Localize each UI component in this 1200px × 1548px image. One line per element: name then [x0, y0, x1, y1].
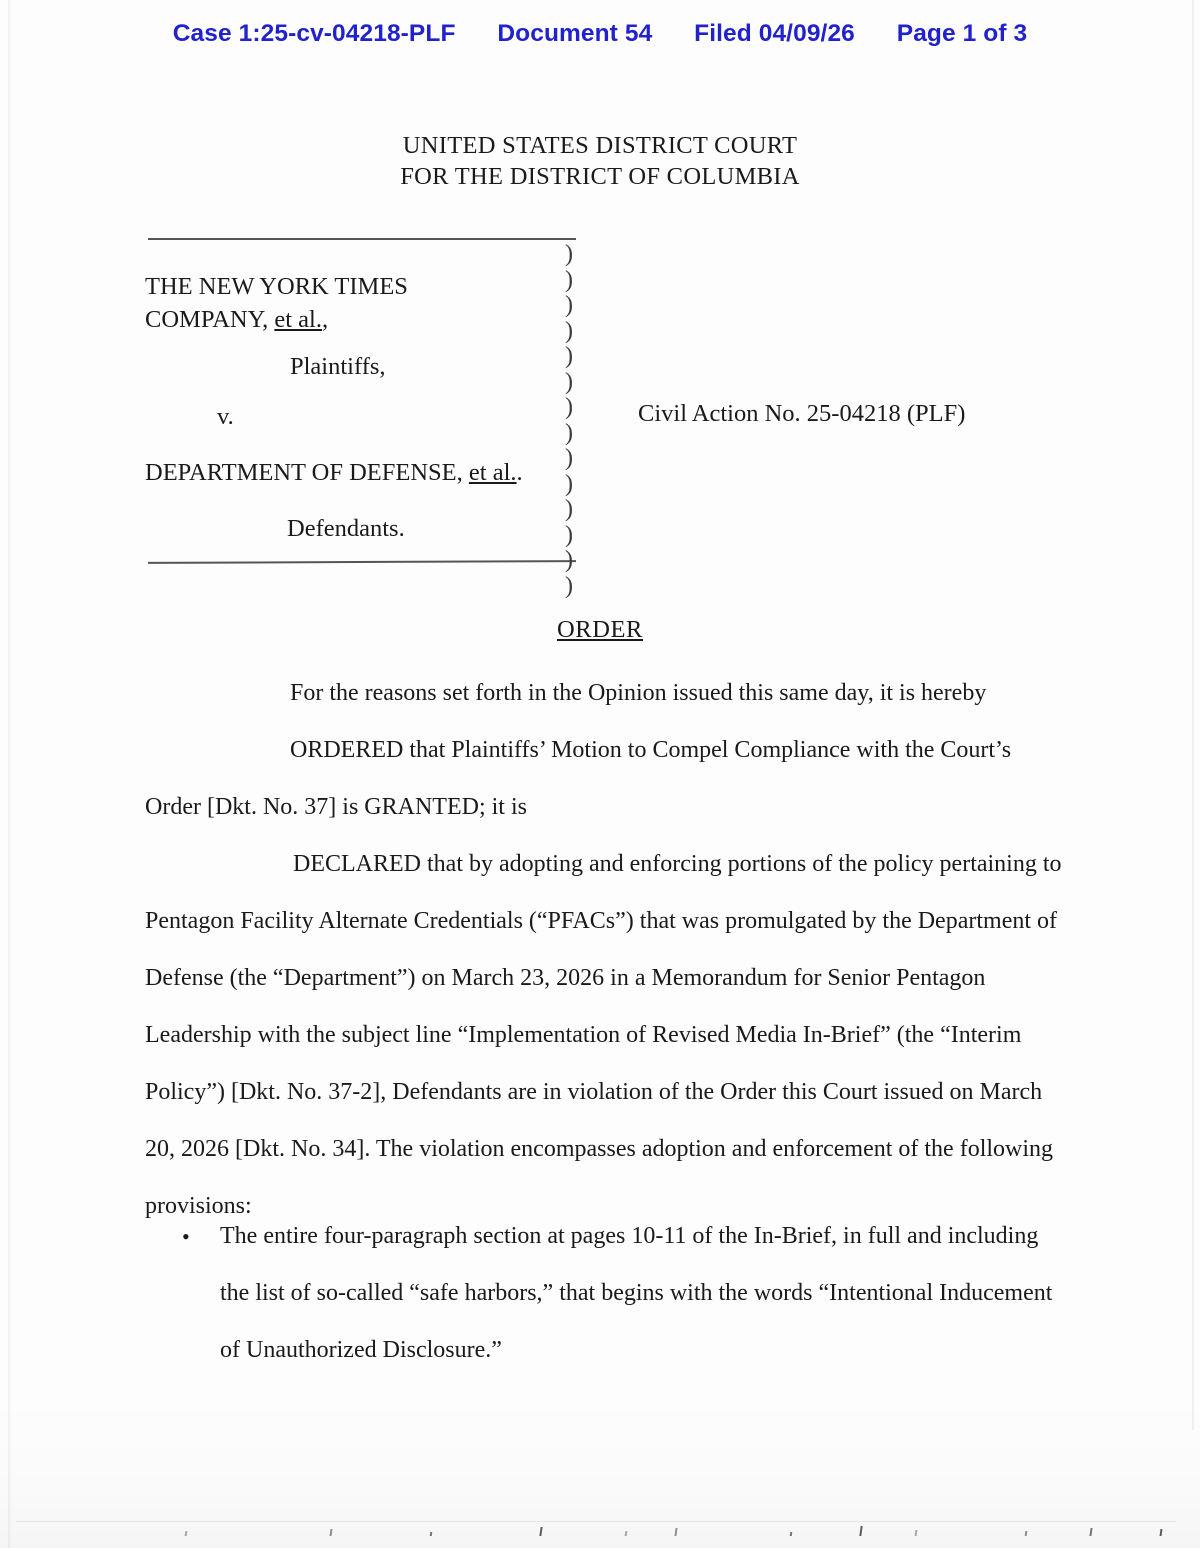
order-body: [145, 665, 1070, 1235]
caption-paren: ): [565, 368, 573, 395]
ecf-case-number: Case 1:25-cv-04218-PLF: [172, 20, 456, 47]
ecf-filed-date: Filed 04/09/26: [694, 20, 855, 47]
order-title: [0, 616, 1200, 644]
caption-paren: ): [565, 241, 573, 267]
scan-artifact-right-edge: [1192, 0, 1194, 1430]
order-provisions-list: [182, 1208, 1062, 1379]
bullet-icon: •: [182, 1224, 190, 1249]
case-caption-block: [145, 238, 585, 599]
plaintiff-name-line-1: THE NEW YORK TIMES: [145, 273, 408, 300]
caption-paren: ): [565, 292, 573, 318]
caption-bottom-rule: [148, 560, 576, 564]
caption-top-rule: [148, 238, 576, 240]
plaintiff-etal: et al.: [274, 306, 322, 333]
list-item: [182, 1208, 1062, 1379]
caption-paren: ): [565, 470, 573, 497]
versus-label: v.: [217, 403, 234, 430]
caption-paren: ): [565, 496, 573, 522]
defendant-name-prefix: DEPARTMENT OF DEFENSE,: [145, 459, 469, 486]
ecf-header-stamp: [0, 20, 1200, 48]
scan-artifact-left-edge: [8, 0, 11, 1548]
order-paragraph-3: DECLARED that by adopting and enforcing portions of the policy pertaining to Pentagon Facility Alternate Credentials (“PFACs”) that was promulgated by the Department of Defense (the “Department”) on March 23, 2026 in a Memorandum for Senior Pentagon Leadership with the subject line “Implementation of Revised Media In-Brief” (the “Interim Policy”) [Dkt. No. 37-2], Defendants are in violation of the Order this Court issued on March 20, 2026 [Dkt. No. 34]. The violation encompasses adoption and enforcement of the following provisions:: [145, 851, 1062, 1219]
plaintiff-name: [145, 270, 408, 336]
court-heading: [0, 130, 1200, 192]
ecf-page-number: Page 1 of 3: [896, 20, 1028, 47]
defendant-etal: et al.: [468, 459, 517, 486]
order-paragraph-1: For the reasons set forth in the Opinion issued this same day, it is hereby: [290, 680, 987, 706]
defendant-name: [145, 456, 523, 489]
caption-paren: ): [565, 547, 573, 573]
ecf-document-number: Document 54: [497, 20, 653, 47]
caption-paren: ): [565, 394, 573, 420]
caption-paren: ): [565, 572, 573, 599]
defendants-label: Defendants.: [287, 515, 405, 542]
list-item-text: The entire four-paragraph section at pages 10-11 of the In-Brief, in full and including the list of so-called “safe harbors,” that begins with the words “Intentional Inducement of Unauthorized Disclosure.”: [220, 1223, 1053, 1363]
caption-paren-column: [565, 242, 605, 599]
plaintiff-name-line-2: [145, 303, 408, 336]
court-name-line-1: UNITED STATES DISTRICT COURT: [402, 132, 798, 159]
caption-paren: ): [565, 317, 573, 344]
caption-paren: ): [565, 266, 573, 293]
civil-action-number: Civil Action No. 25-04218 (PLF): [638, 400, 966, 427]
court-name-line-2: FOR THE DISTRICT OF COLUMBIA: [400, 163, 800, 190]
plaintiff-name-prefix: COMPANY,: [145, 306, 275, 333]
caption-paren: ): [565, 419, 573, 446]
caption-paren: ): [565, 343, 573, 369]
order-title-text: ORDER: [556, 616, 644, 643]
plaintiff-name-suffix: ,: [322, 306, 329, 333]
scan-artifact-speckles: [0, 1508, 1200, 1548]
order-paragraph-2: ORDERED that Plaintiffs’ Motion to Compel Compliance with the Court’s Order [Dkt. No. 37] is GRANTED; it is: [145, 737, 1012, 820]
defendant-name-suffix: .: [516, 459, 523, 486]
caption-paren: ): [565, 445, 573, 471]
plaintiffs-label: Plaintiffs,: [290, 353, 386, 380]
caption-paren: ): [565, 521, 573, 548]
